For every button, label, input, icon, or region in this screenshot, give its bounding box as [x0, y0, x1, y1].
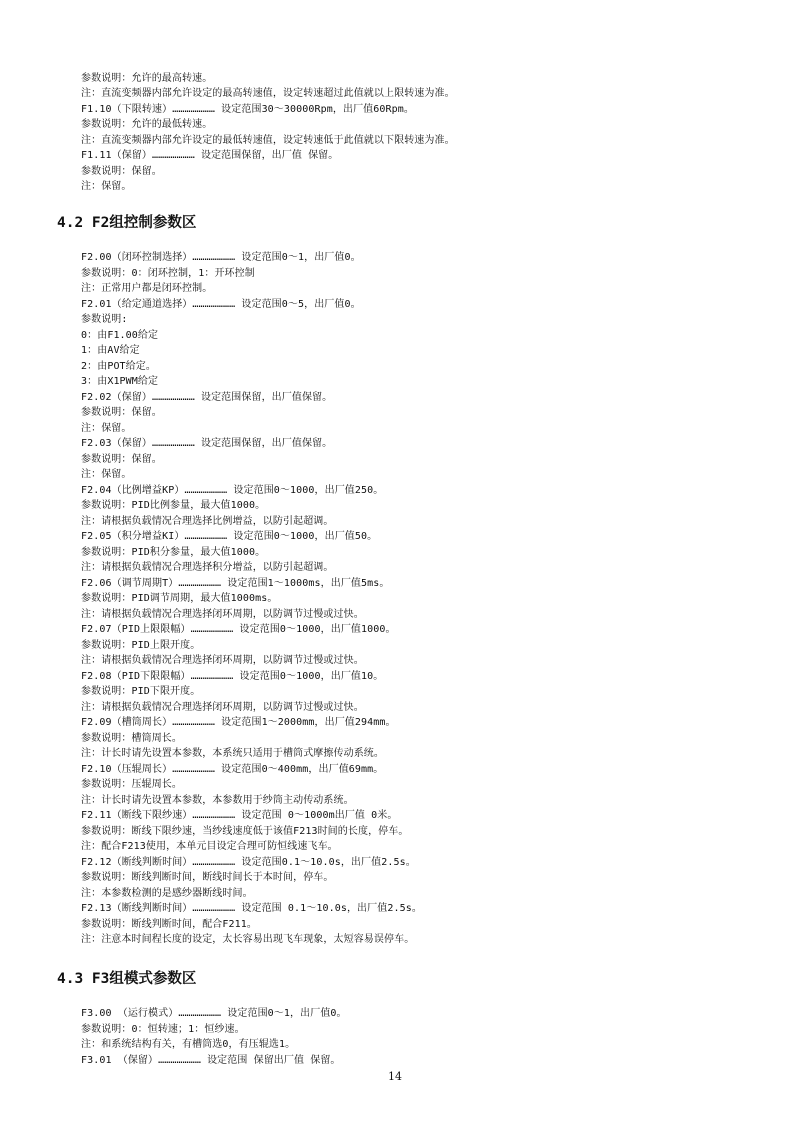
- section-heading-f2: 4.2 F2组控制参数区: [57, 215, 197, 231]
- text-line: F2.11（断线下限纱速）………………… 设定范围 0～1000m出厂值 0米。: [81, 810, 398, 821]
- text-line: F2.00（闭环控制选择）………………… 设定范围0～1，出厂值0。: [81, 252, 361, 263]
- text-line: F3.01 （保留）………………… 设定范围 保留出厂值 保留。: [81, 1054, 341, 1066]
- text-line: 注：配合F213使用，本单元目设定合理可防恒线速飞车。: [81, 841, 338, 852]
- text-line: 参数说明：断线下限纱速，当纱线速度低于该值F213时间的长度，停车。: [81, 825, 409, 837]
- text-line: F2.02（保留）………………… 设定范围保留，出厂值保留。: [81, 391, 333, 403]
- text-line: F2.13（断线判断时间）………………… 设定范围 0.1～10.0s，出厂值2.5s。: [81, 903, 422, 914]
- text-line: 参数说明：断线判断时间，断线时间长于本时间，停车。: [81, 872, 334, 883]
- text-line: 注：注意本时间程长度的设定，太长容易出现飞车现象，太短容易误停车。: [81, 934, 415, 945]
- text-line: 参数说明：允许的最高转速。: [81, 73, 213, 84]
- text-line: 参数说明：0：恒转速；1：恒纱速。: [81, 1023, 245, 1035]
- text-line: 参数说明：PID调节周期，最大值1000ms。: [81, 593, 278, 604]
- text-line: 注：计长时请先设置本参数，本系统只适用于槽筒式摩擦传动系统。: [81, 748, 384, 759]
- text-line: 0：由F1.00给定: [81, 329, 159, 341]
- text-line: 注：请根据负载情况合理选择闭环周期，以防调节过慢或过快。: [81, 655, 364, 666]
- page-number: 14: [388, 1070, 402, 1083]
- text-line: 注：正常用户都是闭环控制。: [81, 283, 213, 294]
- text-line: F2.10（压辊周长）………………… 设定范围0～400mm，出厂值69mm。: [81, 763, 384, 775]
- text-line: 参数说明：断线判断时间，配合F211。: [81, 918, 257, 930]
- text-line: F2.05（积分增益KI）………………… 设定范围0～1000，出厂值50。: [81, 531, 378, 542]
- text-line: 注：直流变频器内部允许设定的最高转速值，设定转速超过此值就以上限转速为准。: [81, 88, 455, 99]
- text-line: 参数说明：PID积分参量，最大值1000。: [81, 546, 266, 558]
- text-line: 参数说明：保留。: [81, 407, 162, 418]
- text-line: F2.09（槽筒周长）………………… 设定范围1～2000mm，出厂值294mm。: [81, 717, 396, 728]
- text-line: 参数说明：PID比例参量，最大值1000。: [81, 500, 266, 511]
- text-line: 注：请根据负载情况合理选择闭环周期，以防调节过慢或过快。: [81, 608, 364, 620]
- text-line: 参数说明：0：闭环控制，1：开环控制: [81, 267, 255, 279]
- text-line: 注：保留。: [81, 469, 132, 480]
- text-line: F2.03（保留）………………… 设定范围保留，出厂值保留。: [81, 438, 333, 449]
- text-line: 注：和系统结构有关，有槽筒选0，有压辊选1。: [81, 1039, 296, 1050]
- text-line: 3：由X1PWM给定: [81, 376, 159, 387]
- text-line: F2.12（断线判断时间）………………… 设定范围0.1～10.0s，出厂值2.5s。: [81, 856, 416, 868]
- text-line: F3.00 （运行模式）………………… 设定范围0～1，出厂值0。: [81, 1008, 347, 1019]
- text-line: 2：由POT给定。: [81, 360, 156, 372]
- text-line: F1.11（保留）………………… 设定范围保留，出厂值 保留。: [81, 150, 339, 161]
- text-line: 参数说明：允许的最低转速。: [81, 119, 213, 130]
- text-line: 参数说明：保留。: [81, 453, 162, 465]
- text-line: F2.01（给定通道选择）………………… 设定范围0～5，出厂值0。: [81, 298, 361, 310]
- text-line: 参数说明：PID下限开度。: [81, 686, 201, 697]
- text-line: 注：请根据负载情况合理选择积分增益，以防引起超调。: [81, 562, 334, 573]
- text-line: 注：直流变频器内部允许设定的最低转速值，设定转速低于此值就以下限转速为准。: [81, 135, 455, 146]
- text-line: F1.10（下限转速）………………… 设定范围30～30000Rpm，出厂值60Rpm。: [81, 104, 414, 115]
- text-line: 参数说明：保留。: [81, 166, 162, 177]
- text-line: 注：请根据负载情况合理选择比例增益，以防引起超调。: [81, 515, 334, 527]
- text-line: F2.06（调节周期T）………………… 设定范围1～1000ms，出厂值5ms。: [81, 577, 390, 589]
- text-line: F2.04（比例增益KP）………………… 设定范围0～1000，出厂值250。: [81, 484, 384, 496]
- text-line: 参数说明:: [81, 314, 128, 325]
- text-line: F2.07（PID上限限幅）………………… 设定范围0～1000，出厂值1000。: [81, 624, 396, 635]
- section-heading-f3: 4.3 F3组模式参数区: [57, 971, 197, 987]
- text-line: 1：由AV给定: [81, 345, 140, 356]
- text-line: 注：请根据负载情况合理选择闭环周期，以防调节过慢或过快。: [81, 701, 364, 713]
- text-line: F2.08（PID下限限幅）………………… 设定范围0～1000，出厂值10。: [81, 670, 384, 682]
- text-line: 参数说明：PID上限开度。: [81, 639, 201, 651]
- text-line: 注：本参数检测的是感纱器断线时间。: [81, 887, 253, 899]
- text-line: 注：保留。: [81, 422, 132, 434]
- text-line: 注：计长时请先设置本参数，本参数用于纱筒主动传动系统。: [81, 794, 354, 806]
- text-line: 注：保留。: [81, 181, 132, 192]
- text-line: 参数说明：压辊周长。: [81, 779, 182, 790]
- text-line: 参数说明：槽筒周长。: [81, 732, 182, 744]
